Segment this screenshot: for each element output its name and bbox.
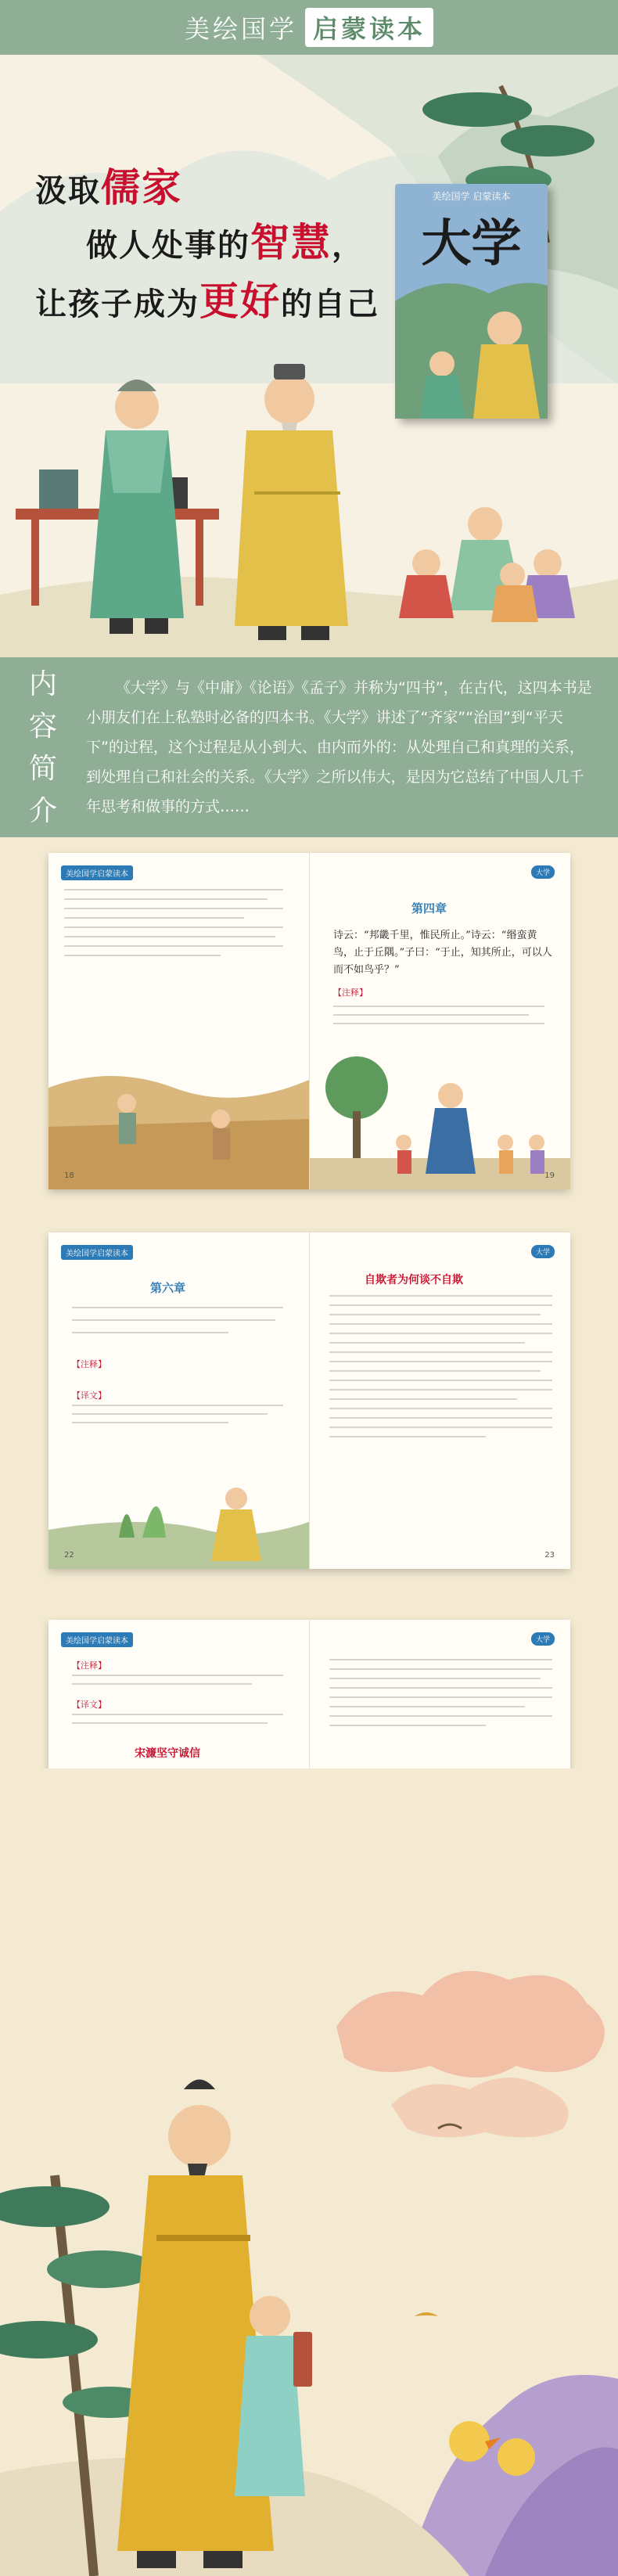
spread-1-right-illustration (310, 1041, 570, 1189)
intro-label-char: 内 (28, 668, 57, 701)
spread-2-left-tag: 美绘国学启蒙读本 (61, 1245, 133, 1260)
spread-2-left-page (49, 1232, 309, 1569)
spread-3-trans-label: 【译文】 (72, 1700, 106, 1710)
slogan-1-key: 儒家 (101, 164, 182, 210)
spread-1-left-page (49, 853, 309, 1189)
spread-2-right-page (309, 1232, 570, 1569)
slogan-3-text: 让孩子成为 (35, 286, 199, 322)
spread-2-note-label: 【注释】 (72, 1359, 106, 1369)
spread-1-left-page-number: 18 (64, 1171, 74, 1180)
book-spread-1 (49, 853, 569, 1189)
spread-1-right-page-number: 19 (544, 1171, 555, 1180)
spread-1-left-tag: 美绘国学启蒙读本 (61, 865, 133, 880)
spread-3-right-pill: 大学 (531, 1632, 555, 1646)
spread-3-trans-lines (72, 1714, 283, 1731)
slogan-line-3 (35, 270, 379, 326)
book-spread-2 (49, 1232, 569, 1569)
slogan-3-post: 的自己 (281, 286, 379, 322)
spread-2-story-title: 自欺者为何谈不自欺 (365, 1274, 463, 1286)
spread-1-section-title: 第四章 (411, 901, 447, 916)
spread-3-note-label: 【注释】 (72, 1660, 106, 1671)
spread-2-section-title: 第六章 (150, 1281, 186, 1295)
slogan-line-2 (86, 211, 365, 268)
slogan-2-post: ， (332, 227, 365, 264)
spread-3-note-lines (72, 1675, 283, 1692)
series-brand (0, 0, 618, 55)
spread-1-note-label: 【注释】 (333, 988, 368, 998)
spread-2-right-text (329, 1295, 552, 1445)
spread-2-trans-label: 【译文】 (72, 1391, 106, 1401)
slogan-2-key: 智慧 (250, 219, 332, 265)
spread-2-right-page-number: 23 (544, 1551, 555, 1560)
intro-label-char: 简 (28, 752, 57, 785)
spread-3-left-tag: 美绘国学启蒙读本 (61, 1632, 133, 1647)
spread-1-right-pill: 大学 (531, 865, 555, 879)
intro-label-char: 介 (28, 794, 57, 827)
intro-label-char: 容 (28, 711, 57, 743)
book-series-label: 美绘国学 启蒙读本 (432, 191, 511, 202)
brand-text-a: 美绘国学 (184, 14, 297, 44)
spread-2-left-page-number: 22 (64, 1551, 74, 1560)
slogan-1-text: 汲取 (35, 172, 101, 209)
spread-2-left-text (72, 1405, 283, 1430)
spread-1-quote: 诗云：“邦畿千里，惟民所止。”诗云：“缗蛮黄鸟，止于丘隅。”子曰：“于止，知其所止，可以人而不如鸟乎？” (333, 930, 552, 976)
spread-1-right-page (309, 853, 570, 1189)
slogan-line-1 (35, 157, 182, 213)
spread-1-right-text (333, 1006, 544, 1031)
book-title: 大学 (421, 214, 522, 273)
spread-2-left-illustration (49, 1444, 309, 1569)
bottom-illustration (0, 1768, 618, 2576)
spread-2-right-pill: 大学 (531, 1245, 555, 1258)
intro-label (16, 661, 70, 829)
spread-1-left-text (64, 889, 291, 964)
intro-text: 《大学》与《中庸》《论语》《孟子》并称为“四书”，在古代，这四本书是小朋友们在上私塾时必备的四本书。《大学》讲述了“齐家”“治国”到“平天下”的过程，这个过程是从小到大、由内而外的：从处理自己和真理的关系，到处理自己和社会的关系。《大学》之所以伟大，是因为它总结了中国人几千年思考和做事的方式…… (86, 679, 592, 815)
bottom-art (0, 1768, 618, 2576)
slogan-3-key: 更好 (199, 278, 281, 324)
spread-3-story-title: 宋濂坚守诚信 (135, 1747, 200, 1760)
spread-1-left-illustration (49, 1017, 309, 1189)
spread-3-right-text (329, 1659, 552, 1734)
brand-text-b: 启蒙读本 (305, 8, 433, 47)
spread-2-quote-lines (72, 1307, 283, 1344)
slogan-2-text: 做人处事的 (86, 227, 250, 264)
